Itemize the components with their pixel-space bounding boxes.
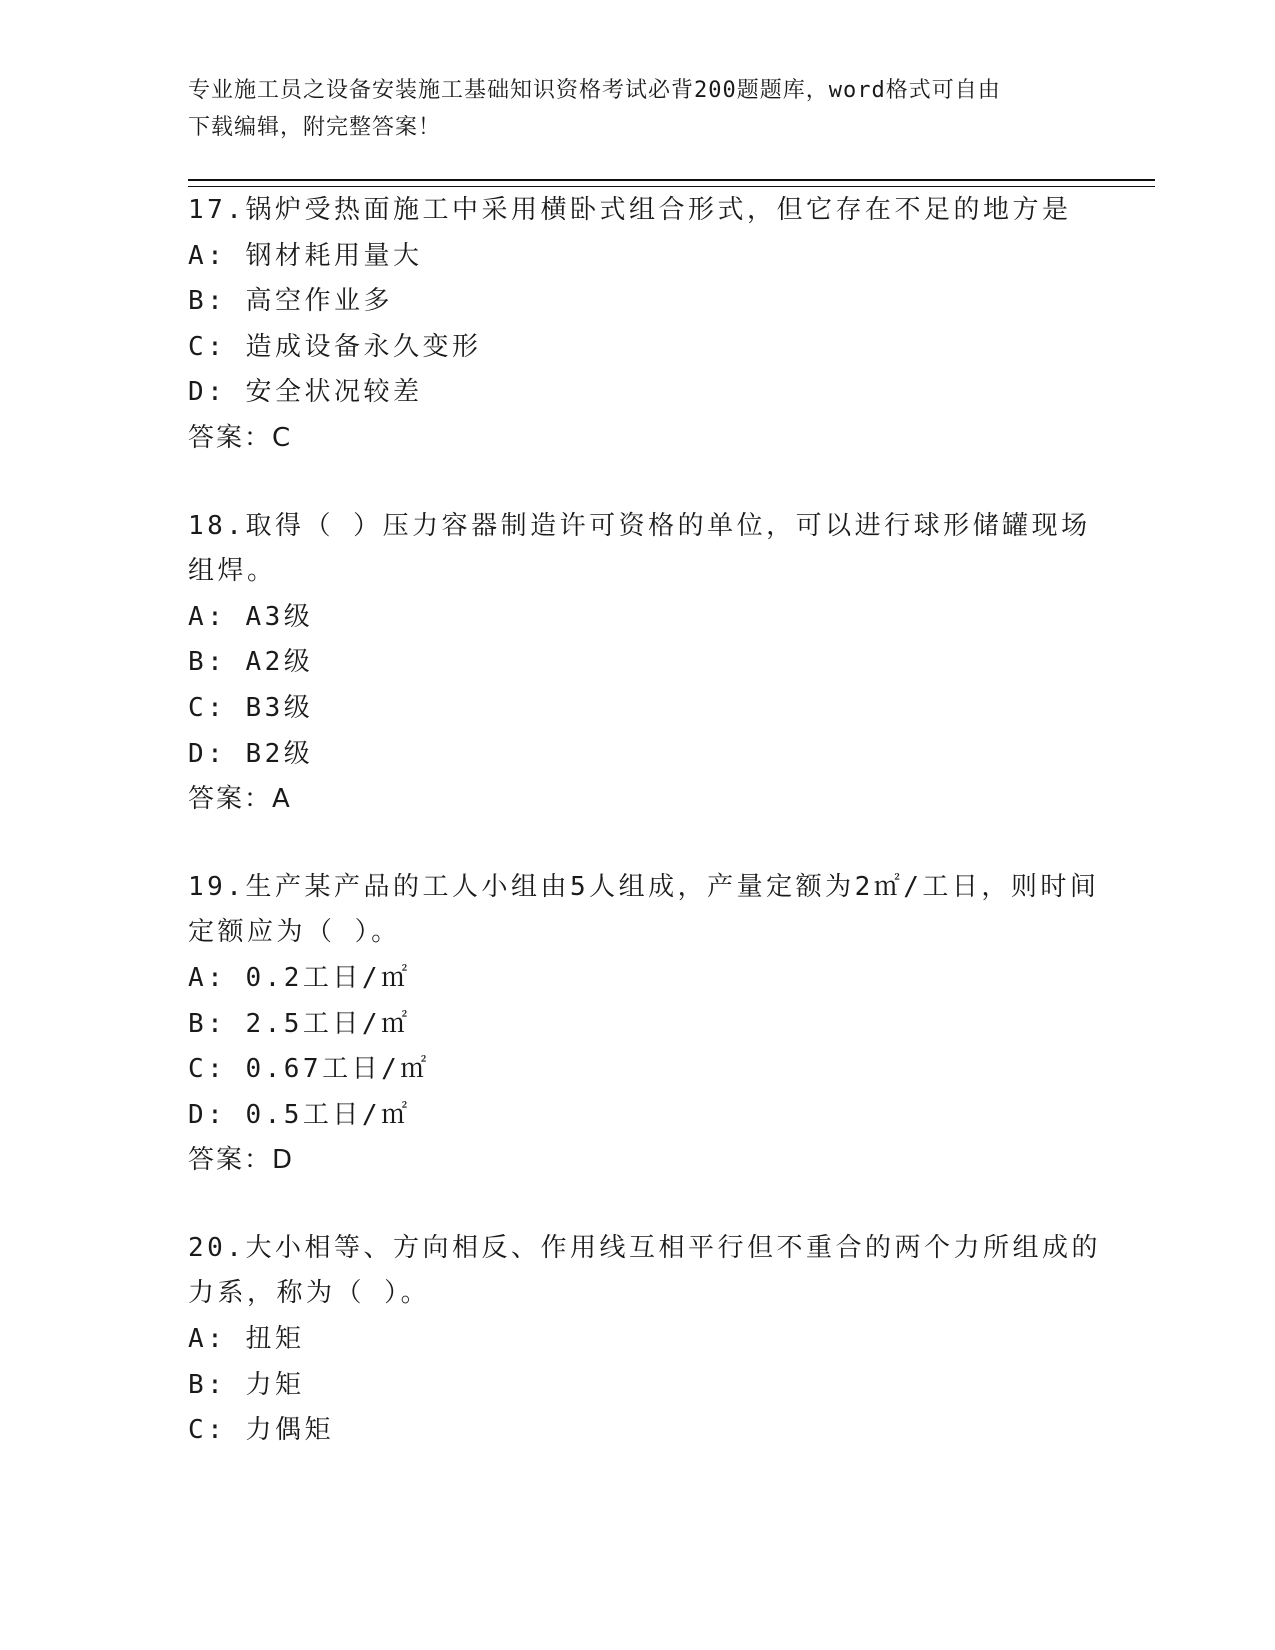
- option-d: D: 安全状况较差: [188, 377, 423, 408]
- option-c: C: 力偶矩: [188, 1415, 334, 1446]
- question-20: [188, 1226, 1101, 1454]
- option-b: B: 2.5工日/㎡: [188, 1008, 411, 1039]
- option-d: D: 0.5工日/㎡: [188, 1099, 411, 1130]
- question-text: 17.锅炉受热面施工中采用横卧式组合形式，但它存在不足的地方是: [188, 195, 1072, 225]
- answer: 答案：A: [188, 784, 292, 815]
- question-text: 19.生产某产品的工人小组由5人组成，产量定额为2㎡/工日，则时间: [188, 871, 1100, 902]
- option-c: C: 0.67工日/㎡: [188, 1054, 430, 1085]
- option-b: B: 力矩: [188, 1369, 305, 1400]
- question-text: 20.大小相等、方向相反、作用线互相平行但不重合的两个力所组成的: [188, 1232, 1101, 1263]
- option-a: A: 钢材耗用量大: [188, 240, 423, 271]
- header-divider: [188, 179, 1155, 187]
- question-list: [188, 188, 1101, 1496]
- document-header: [188, 72, 1078, 146]
- answer: 答案：D: [188, 1145, 295, 1176]
- option-c: C: 造成设备永久变形: [188, 331, 482, 362]
- question-19: [188, 865, 1100, 1184]
- option-a: A: 扭矩: [188, 1324, 305, 1355]
- option-d: D: B2级: [188, 738, 314, 769]
- question-text-continued: 定额应为（ ）。: [188, 917, 401, 948]
- header-line-2: 下载编辑，附完整答案！: [188, 115, 442, 140]
- question-text-continued: 组焊。: [188, 556, 277, 587]
- option-b: B: 高空作业多: [188, 286, 393, 317]
- question-18: [188, 504, 1091, 823]
- option-b: B: A2级: [188, 647, 314, 678]
- header-line-1: 专业施工员之设备安装施工基础知识资格考试必背200题题库，word格式可自由: [188, 78, 1001, 103]
- question-text: 18.取得（ ）压力容器制造许可资格的单位，可以进行球形储罐现场: [188, 510, 1091, 541]
- option-c: C: B3级: [188, 692, 314, 723]
- question-text-continued: 力系，称为（ ）。: [188, 1278, 431, 1309]
- question-17: [188, 188, 1088, 462]
- option-a: A: A3级: [188, 601, 314, 632]
- answer: 答案：C: [188, 422, 293, 453]
- option-a: A: 0.2工日/㎡: [188, 962, 411, 993]
